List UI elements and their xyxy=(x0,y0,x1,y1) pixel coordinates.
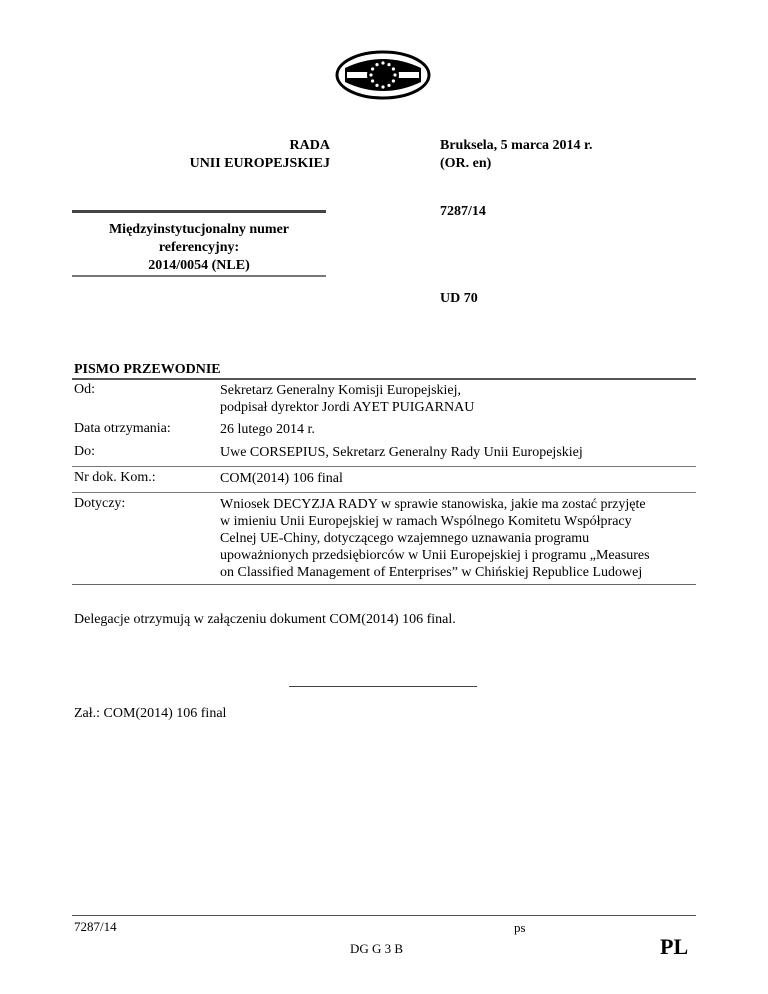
row-value xyxy=(220,421,696,438)
document-number: 7287/14 xyxy=(440,204,486,219)
body-text: Delegacje otrzymują w załączeniu dokument COM(2014) 106 final. xyxy=(74,612,456,627)
footer-document-number: 7287/14 xyxy=(74,919,117,934)
council-logo xyxy=(335,50,431,100)
table-row-commission-doc xyxy=(72,466,696,487)
row-label: Od: xyxy=(74,382,95,397)
reference-line2: referencyjny: xyxy=(158,240,240,255)
table-row-subject xyxy=(72,492,696,584)
table-bottom-rule xyxy=(72,584,696,585)
cover-note-table xyxy=(72,378,696,585)
original-language: (OR. en) xyxy=(440,156,492,171)
value-line: podpisał dyrektor Jordi AYET PUIGARNAU xyxy=(220,400,475,415)
footer-initials: ps xyxy=(514,920,526,935)
row-label: Data otrzymania: xyxy=(74,421,171,436)
interinstitutional-reference xyxy=(72,221,326,275)
footer-language-code: PL xyxy=(660,934,689,959)
footer-rule xyxy=(72,915,696,916)
council-name-line2: UNII EUROPEJSKIEJ xyxy=(189,156,330,171)
ud-number: UD 70 xyxy=(440,291,478,306)
row-label: Nr dok. Kom.: xyxy=(74,470,156,485)
value-line: Celnej UE-Chiny, dotyczącego wzajemnego uznawania programu xyxy=(220,531,590,546)
reference-line1: Międzyinstytucjonalny numer xyxy=(108,222,290,237)
row-value xyxy=(220,496,696,581)
value-line: on Classified Management of Enterprises” w Chińskiej Republice Ludowej xyxy=(220,565,643,580)
value-line: Uwe CORSEPIUS, Sekretarz Generalny Rady Unii Europejskiej xyxy=(220,445,583,460)
row-label: Dotyczy: xyxy=(74,496,126,511)
table-row-received xyxy=(72,421,696,438)
value-line: Sekretarz Generalny Komisji Europejskiej, xyxy=(220,383,462,398)
reference-bottom-rule xyxy=(72,275,326,277)
footer-department: DG G 3 B xyxy=(350,941,404,956)
value-line: upoważnionych przedsiębiorców w Unii Europejskiej i programu „Measures xyxy=(220,548,650,563)
council-name xyxy=(150,137,330,173)
center-divider xyxy=(289,686,477,687)
row-value xyxy=(220,382,696,416)
reference-line3: 2014/0054 (NLE) xyxy=(148,258,250,273)
row-label: Do: xyxy=(74,444,95,459)
row-value xyxy=(220,444,696,461)
reference-top-rule xyxy=(72,210,326,213)
value-line: Wniosek DECYZJA RADY w sprawie stanowiska, jakie ma zostać przyjęte xyxy=(220,497,646,512)
table-row-to xyxy=(72,444,696,461)
document-date: Bruksela, 5 marca 2014 r. xyxy=(440,138,593,153)
value-line: COM(2014) 106 final xyxy=(220,471,343,486)
table-row-from xyxy=(72,380,696,416)
date-block xyxy=(440,137,592,173)
attachment-note: Zał.: COM(2014) 106 final xyxy=(74,706,227,721)
cover-note-title: PISMO PRZEWODNIE xyxy=(74,362,221,377)
council-name-line1: RADA xyxy=(289,138,330,153)
row-value xyxy=(220,470,696,487)
value-line: w imieniu Unii Europejskiej w ramach Wspólnego Komitetu Współpracy xyxy=(220,514,632,529)
value-line: 26 lutego 2014 r. xyxy=(220,422,315,437)
